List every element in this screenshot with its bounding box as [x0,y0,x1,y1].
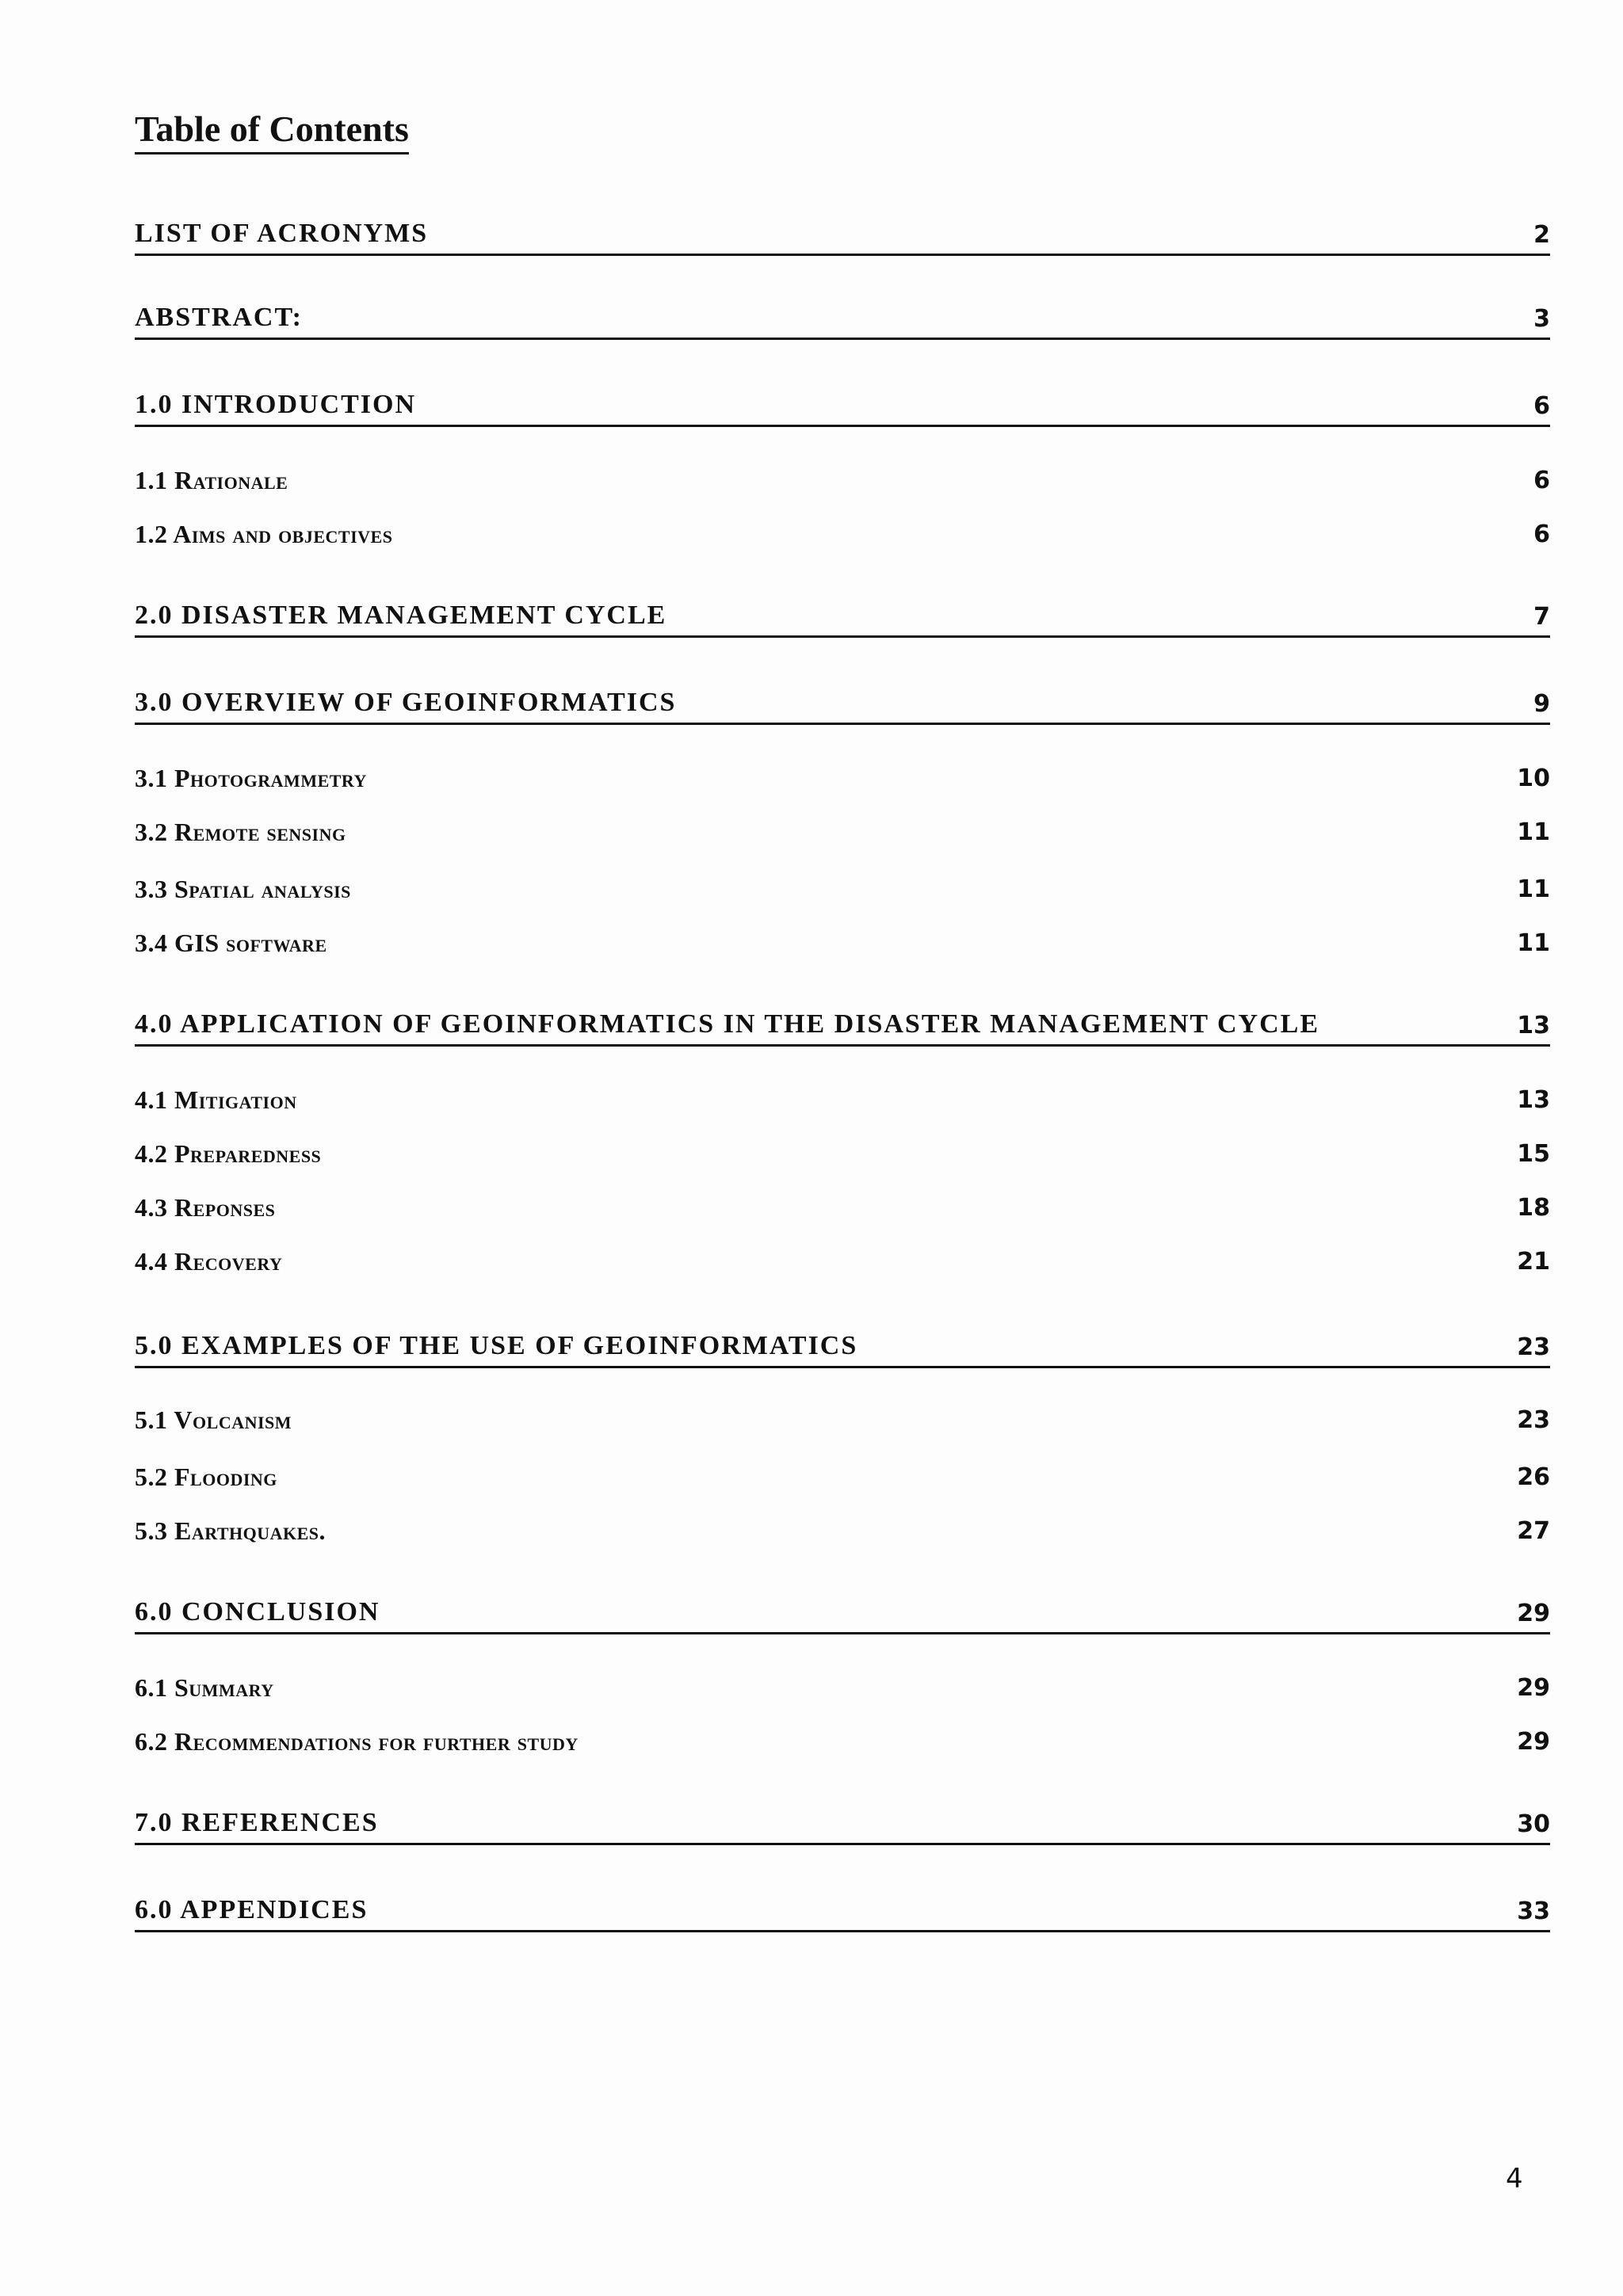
toc-entry-page: 18 [1517,1194,1550,1222]
toc-entry-page: 33 [1517,1897,1550,1925]
toc-entry-label: 3.2 Remote sensing [135,818,346,846]
toc-entry-page: 9 [1533,690,1550,718]
toc-entry-label: 2.0 DISASTER MANAGEMENT CYCLE [135,601,667,630]
toc-entry-recovery[interactable] [135,1249,1550,1274]
toc-entry-label: 4.3 Reponses [135,1193,276,1222]
toc-entry-conclusion[interactable] [135,1599,1550,1634]
toc-entry-label: 5.0 EXAMPLES OF THE USE OF GEOINFORMATICS [135,1331,858,1360]
page-number: 4 [1506,2163,1523,2195]
toc-entry-introduction[interactable] [135,391,1550,427]
toc-entry-application-of-geoinformatics[interactable] [135,1011,1550,1047]
toc-entry-volcanism[interactable] [135,1407,1550,1432]
toc-entry-references[interactable] [135,1810,1550,1845]
toc-entry-page: 11 [1517,875,1550,903]
toc-entry-list-of-acronyms[interactable] [135,220,1550,256]
toc-entry-page: 6 [1533,521,1550,548]
toc-entry-page: 7 [1533,603,1550,631]
toc-entry-label: 3.1 Photogrammetry [135,764,367,792]
toc-entry-page: 30 [1517,1810,1550,1838]
toc-entry-page: 10 [1517,765,1550,792]
toc-entry-overview-of-geoinformatics[interactable] [135,689,1550,725]
toc-entry-page: 13 [1517,1012,1550,1039]
toc-entry-label: 6.2 Recommendations for further study [135,1727,579,1756]
toc-title: Table of Contents [135,111,409,154]
toc-entry-photogrammetry[interactable] [135,765,1550,791]
toc-entry-label: 4.0 APPLICATION OF GEOINFORMATICS IN THE DISASTER MANAGEMENT CYCLE [135,1009,1320,1039]
toc-entry-label: 5.1 Volcanism [135,1405,292,1434]
toc-entry-page: 29 [1517,1728,1550,1756]
toc-entry-appendices[interactable] [135,1897,1550,1932]
toc-entry-gis-software[interactable] [135,930,1550,955]
toc-entry-label: 6.0 CONCLUSION [135,1597,380,1627]
toc-entry-page: 13 [1517,1086,1550,1114]
toc-entry-label: 1.1 Rationale [135,466,288,494]
toc-entry-page: 27 [1517,1517,1550,1545]
toc-entry-page: 29 [1517,1600,1550,1627]
toc-entry-flooding[interactable] [135,1464,1550,1489]
toc-entry-page: 23 [1517,1333,1550,1361]
toc-entry-preparedness[interactable] [135,1141,1550,1166]
toc-entry-page: 6 [1533,467,1550,494]
toc-entry-page: 2 [1533,221,1550,249]
toc-entry-label: 6.1 Summary [135,1673,274,1702]
toc-entry-label: 6.0 APPENDICES [135,1895,369,1924]
toc-entry-page: 29 [1517,1674,1550,1702]
toc-entry-label: 3.4 GIS software [135,929,327,957]
toc-entry-summary[interactable] [135,1675,1550,1700]
toc-entry-abstract[interactable] [135,304,1550,340]
toc-entry-mitigation[interactable] [135,1087,1550,1112]
toc-entry-label: 3.0 OVERVIEW OF GEOINFORMATICS [135,688,677,717]
toc-entry-page: 11 [1517,929,1550,957]
toc-entry-page: 21 [1517,1248,1550,1276]
toc-entry-label: 5.3 Earthquakes. [135,1516,327,1545]
toc-entry-page: 23 [1517,1406,1550,1434]
toc-entry-recommendations[interactable] [135,1729,1550,1754]
toc-entry-label: 4.2 Preparedness [135,1139,322,1168]
toc-entry-label: 1.2 Aims and objectives [135,520,393,548]
toc-entry-label: ABSTRACT: [135,303,303,332]
toc-entry-label: 1.0 INTRODUCTION [135,390,417,419]
toc-entry-label: 3.3 Spatial analysis [135,875,351,903]
toc-entry-label: 7.0 REFERENCES [135,1808,379,1837]
toc-entry-remote-sensing[interactable] [135,819,1550,845]
toc-entry-examples-of-geoinformatics[interactable] [135,1333,1550,1368]
toc-entry-earthquakes[interactable] [135,1518,1550,1543]
toc-entry-page: 6 [1533,392,1550,420]
toc-entry-label: LIST OF ACRONYMS [135,219,429,248]
toc-entry-rationale[interactable] [135,467,1550,493]
toc-entry-label: 5.2 Flooding [135,1463,277,1491]
toc-entry-label: 4.4 Recovery [135,1247,283,1276]
toc-entry-aims-and-objectives[interactable] [135,521,1550,547]
toc-entry-reponses[interactable] [135,1195,1550,1220]
toc-entry-page: 11 [1517,818,1550,846]
toc-entry-page: 15 [1517,1140,1550,1168]
toc-entry-label: 4.1 Mitigation [135,1085,297,1114]
toc-entry-page: 3 [1533,305,1550,333]
toc-entry-disaster-management-cycle[interactable] [135,602,1550,638]
toc-entry-page: 26 [1517,1463,1550,1491]
toc-entry-spatial-analysis[interactable] [135,876,1550,902]
